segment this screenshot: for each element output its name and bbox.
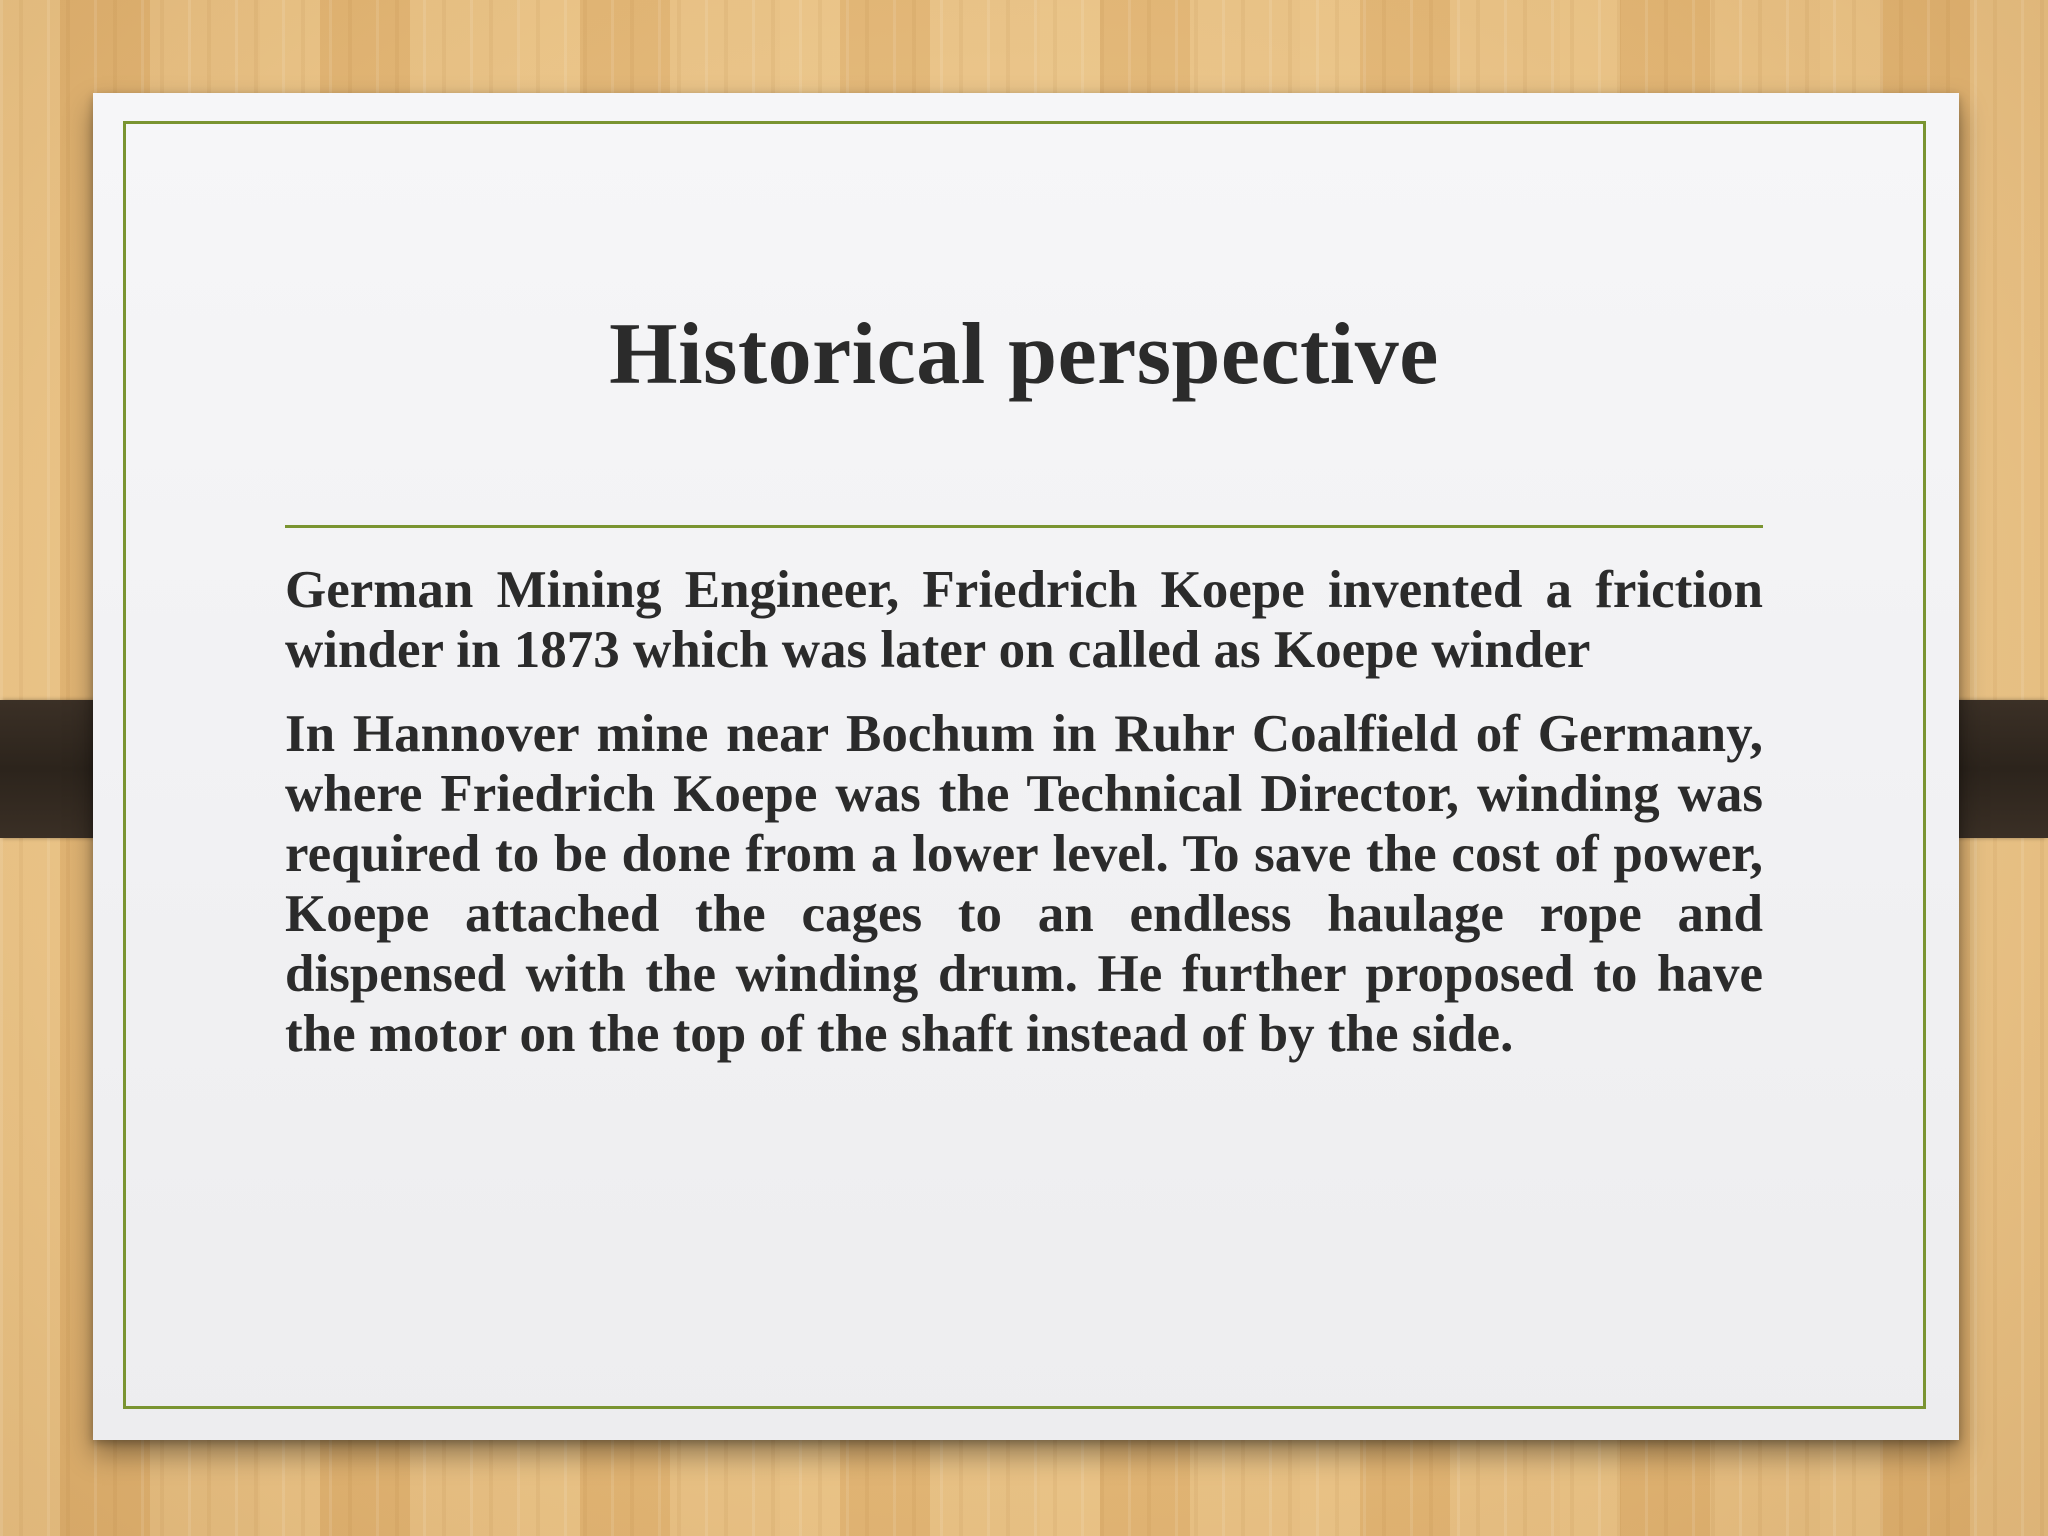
slide-title: Historical perspective — [609, 306, 1439, 403]
slide-body — [285, 560, 1763, 1088]
body-paragraph-hannover-mine: In Hannover mine near Bochum in Ruhr Coalfield of Germany, where Friedrich Koepe was the Technical Director, winding was required to be done from a lower level. To save the cost of power, Koepe attached the cages to an endless haulage rope and dispensed with the winding drum. He further proposed to have the motor on the top of the shaft instead of by the side. — [285, 705, 1763, 1063]
title-divider — [285, 525, 1763, 528]
body-paragraph-koepe-invention: German Mining Engineer, Friedrich Koepe invented a friction winder in 1873 which was later on called as Koepe winder — [285, 561, 1763, 679]
